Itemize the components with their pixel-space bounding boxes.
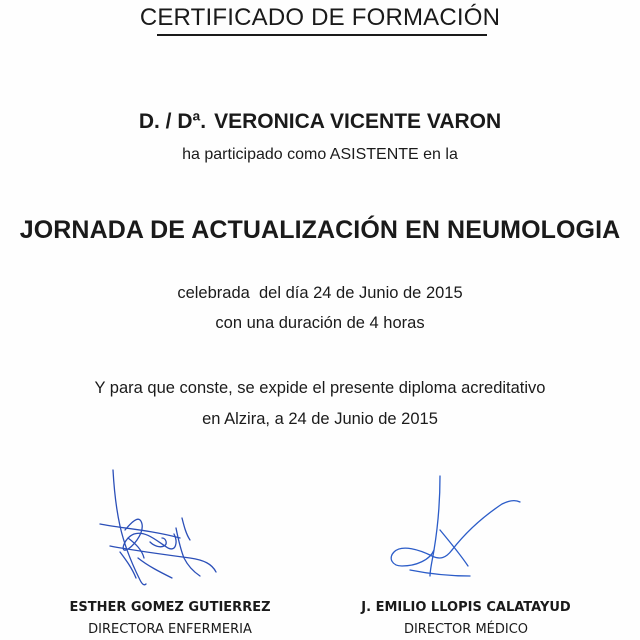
signatory-left-name: ESTHER GOMEZ GUTIERREZ	[69, 600, 271, 615]
issue-statement: Y para que conste, se expide el presente diploma acreditativo	[94, 379, 546, 397]
title-underline	[157, 34, 487, 36]
recipient-line	[0, 110, 640, 134]
recipient-name: VERONICA VICENTE VARON	[214, 110, 502, 133]
signatory-right-role: DIRECTOR MÉDICO	[403, 622, 529, 637]
event-date-line: celebrada del día 24 de Junio de 2015	[177, 284, 463, 302]
duration-line: con una duración de 4 horas	[215, 314, 425, 332]
signatory-right-name: J. EMILIO LLOPIS CALATAYUD	[361, 600, 571, 615]
certificate-title: CERTIFICADO DE FORMACIÓN	[139, 4, 501, 31]
signatory-left-role: DIRECTORA ENFERMERIA	[88, 622, 252, 637]
recipient-prefix: D. / Dª.	[138, 110, 207, 133]
place-date-line: en Alzira, a 24 de Junio de 2015	[202, 410, 438, 428]
participation-role-line: ha participado como ASISTENTE en la	[182, 146, 458, 163]
course-name: JORNADA DE ACTUALIZACIÓN EN NEUMOLOGIA	[19, 216, 621, 244]
signature-left-image	[80, 468, 230, 598]
signature-right-image	[380, 470, 530, 585]
